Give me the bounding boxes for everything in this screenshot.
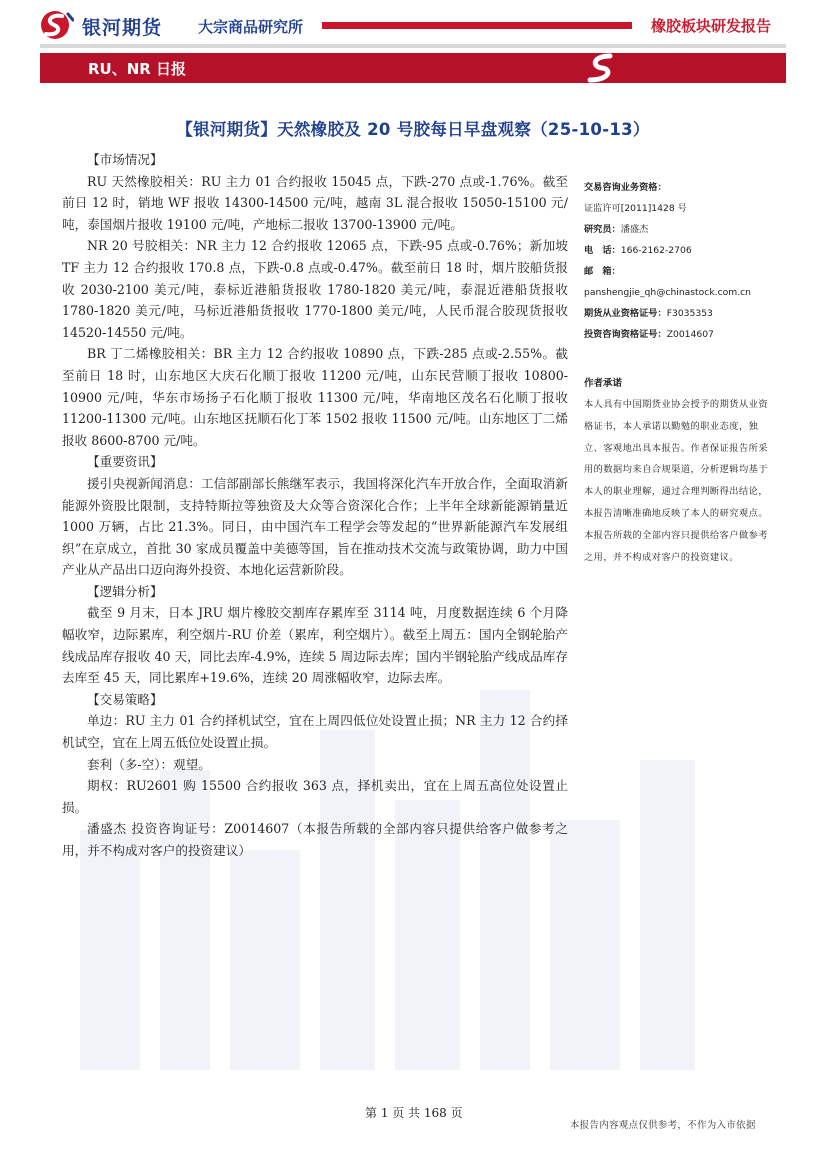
- section-heading-news: 【重要资讯】: [87, 454, 163, 470]
- phone-label: 电 话：: [584, 245, 621, 256]
- section-heading-strategy: 【交易策略】: [87, 691, 163, 707]
- report-type: 橡胶板块研发报告: [651, 17, 772, 35]
- researcher-label: 研究员：: [584, 224, 621, 235]
- license-label: 交易咨询业务资格：: [584, 182, 667, 193]
- galaxy-logo-icon: [40, 10, 74, 40]
- report-banner: [40, 53, 786, 83]
- news-paragraph: 援引央视新闻消息：工信部副部长熊继军表示，我国将深化汽车开放合作，全面取消新能源外资股比限制，支持特斯拉等独资及大众等合资深化合作；上半年全球新能源销量近 1000 万辆，占比 21.3%。同日，由中国汽车工程学会等发起的“世界新能源汽车发展组织”在京成立，首批 30 家成员覆盖中美德等国，旨在推动技术交流与政策协调，助力中国产业从产品出口迈向海外投资、本地化运营新阶段。: [62, 475, 568, 578]
- market-paragraph-br: BR 丁二烯橡胶相关：BR 主力 12 合约报收 10890 点，下跌-285 点或-2.55%。截至前日 18 时，山东地区大庆石化顺丁报收 11200 元/吨，山东民营顺丁报收 10800-10900 元/吨，华东市场扬子石化顺丁报收 11300 元/吨，华南地区茂名石化顺丁报收 11200-11300 元/吨。山东地区抚顺石化丁苯 1502 报收 11500 元/吨。山东地区丁二烯报收 8600-8700 元/吨。: [62, 346, 568, 448]
- header-grey-rule: [40, 44, 786, 48]
- market-paragraph-nr: NR 20 号胶相关：NR 主力 12 合约报收 12065 点，下跌-95 点或-0.76%；新加坡 TF 主力 12 合约报收 170.8 点，下跌-0.8 点或-0.47%。截至前日 18 时，烟片胶船货报收 2030-2100 美元/吨，泰标近港船货报收 1780-1820 美元/吨，泰混近港船货报收 1780-1820 美元/吨，马标近港船货报收 1770-1800 美元/吨，人民币混合胶现货报收 14520-14550 元/吨。: [62, 238, 568, 340]
- futures-cert-value: F3035353: [666, 308, 713, 319]
- strategy-paragraph-analyst: 潘盛杰 投资咨询证号：Z0014607（本报告所载的全部内容只提供给客户做参考之用，并不构成对客户的投资建议）: [62, 821, 568, 858]
- page-title: 【银河期货】天然橡胶及 20 号胶每日早盘观察（25-10-13）: [176, 120, 650, 139]
- header-red-rule: [322, 22, 632, 29]
- market-paragraph-ru: RU 天然橡胶相关：RU 主力 01 合约报收 15045 点，下跌-270 点或-1.76%。截至前日 12 时，销地 WF 报收 14300-14500 元/吨，越南 3L 混合报收 15050-15100 元/吨，泰国烟片报收 19100 元/吨，产地标二报收 13700-13900 元/吨。: [62, 173, 568, 232]
- analyst-sidebar: [584, 177, 770, 568]
- strategy-paragraph-single: 单边：RU 主力 01 合约择机试空，宜在上周四低位处设置止损；NR 主力 12 合约择机试空，宜在上周五低位处设置止损。: [62, 713, 568, 751]
- pledge-title: 作者承诺: [584, 378, 623, 389]
- footer-disclaimer: 本报告内容观点仅供参考，不作为入市依据: [570, 1120, 756, 1131]
- invest-cert-value: Z0014607: [666, 329, 714, 340]
- invest-cert-label: 投资咨询资格证号：: [584, 329, 667, 340]
- logic-paragraph: 截至 9 月末，日本 JRU 烟片橡胶交割库存累库至 3114 吨，月度数据连续 6 个月降幅收窄，边际累库，利空烟片-RU 价差（累库，利空烟片）。截至上周五：国内全钢轮胎产线成品库存报收 40 天，同比去库-4.9%，连续 5 周边际去库；国内半钢轮胎产线成品库存去库至 45 天，同比累库+19.6%，连续 20 周涨幅收窄，边际去库。: [62, 605, 568, 686]
- pledge-text: 本人具有中国期货业协会授予的期货从业资格证书，本人承诺以勤勉的职业态度，独立、客观地出具本报告。作者保证报告所采用的数据均来自合规渠道，分析逻辑均基于本人的职业理解，通过合理判断得出结论，本报告清晰准确地反映了本人的研究观点。本报告所载的全部内容只提供给客户做参考之用，并不构成对客户的投资建议。: [584, 399, 769, 563]
- strategy-paragraph-arbitrage: 套利（多-空）：观望。: [87, 756, 211, 772]
- email-label: 邮 箱：: [584, 266, 621, 277]
- phone-value: 166-2162-2706: [620, 245, 692, 256]
- strategy-paragraph-options: 期权：RU2601 购 15500 合约报收 363 点，择机卖出，宜在上周五高位处设置止损。: [62, 778, 568, 815]
- futures-cert-label: 期货从业资格证号：: [584, 308, 667, 319]
- banner-label: RU、NR 日报: [88, 60, 187, 78]
- brand-name: 银河期货: [82, 17, 163, 39]
- page-indicator: 第 1 页 共 168 页: [365, 1106, 463, 1120]
- banner-swoosh-icon: [570, 53, 630, 83]
- report-body: [62, 149, 568, 862]
- researcher-name: 潘盛杰: [620, 224, 649, 235]
- license-value: 证监许可[2011]1428 号: [584, 203, 687, 214]
- institute-name: 大宗商品研究所: [198, 18, 304, 36]
- section-heading-market: 【市场情况】: [87, 152, 163, 167]
- email-value[interactable]: panshengjie_qh@chinastock.com.cn: [584, 287, 751, 298]
- section-heading-logic: 【逻辑分析】: [87, 583, 163, 599]
